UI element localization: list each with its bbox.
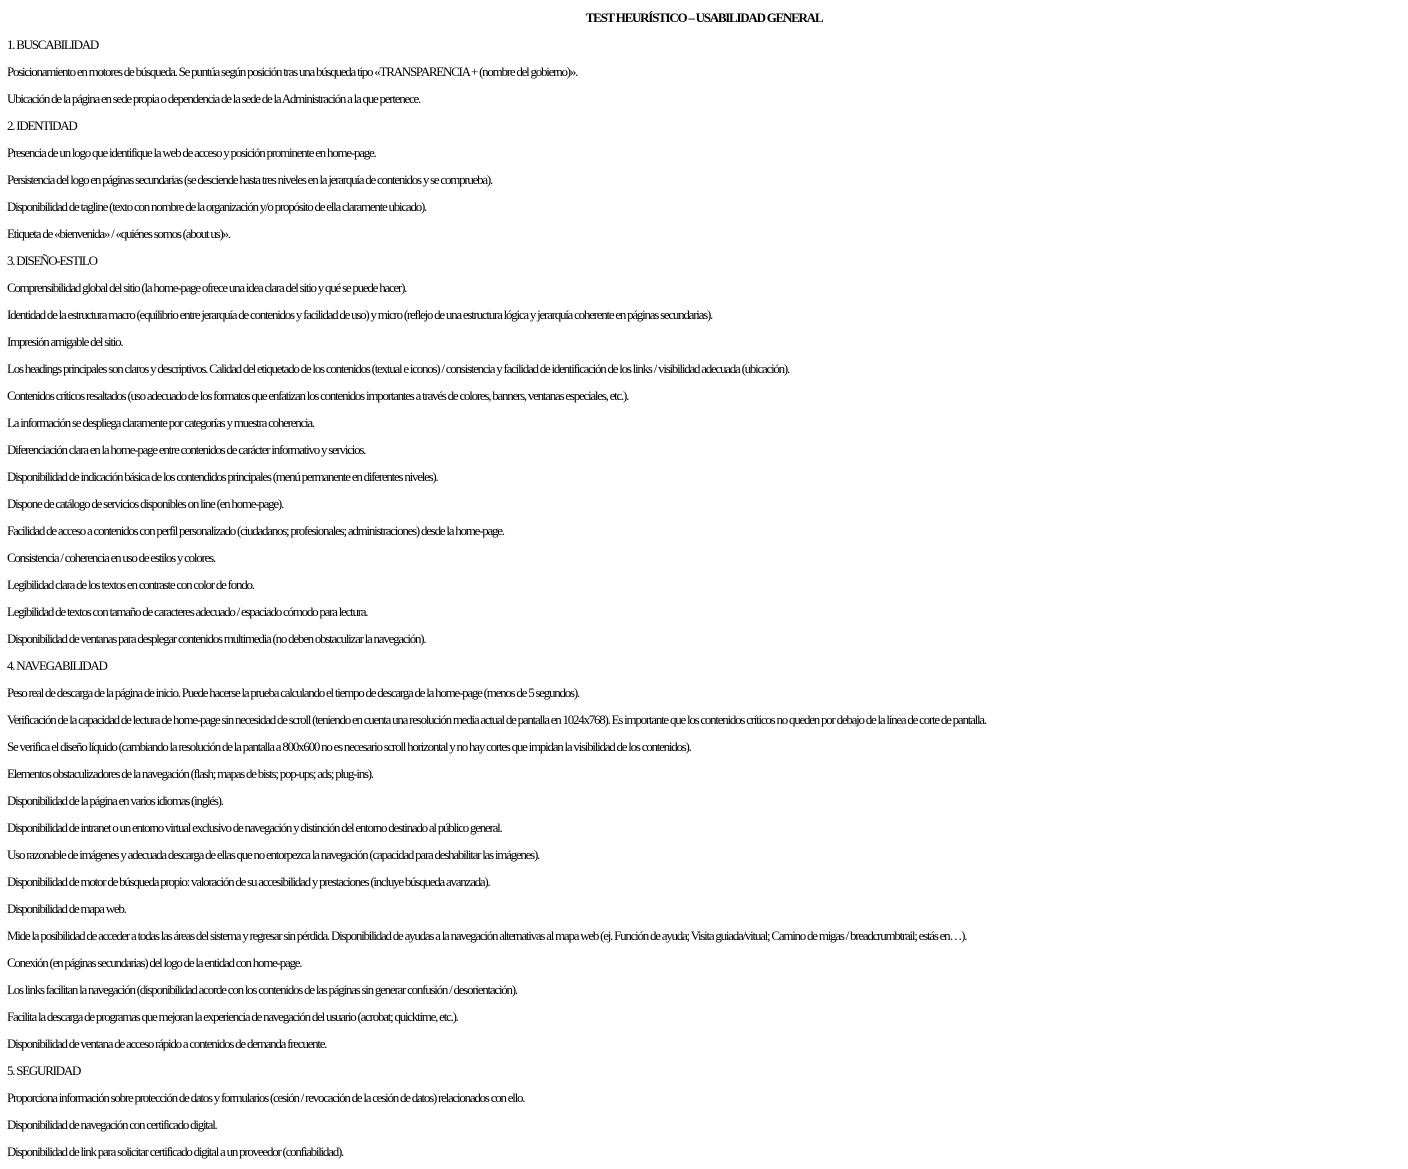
criterion-item: Los links facilitan la navegación (disponibilidad acorde con los contenidos de las páginas sin generar confusión / desorientación). <box>7 982 517 997</box>
criterion-item: Etiqueta de «bienvenida» / «quiénes somos (about us)». <box>7 226 230 241</box>
criterion-item: Dispone de catálogo de servicios disponibles on line (en home-page). <box>7 496 284 511</box>
criterion-item: Legibilidad clara de los textos en contraste con color de fondo. <box>7 577 254 592</box>
section-heading-seguridad: 5. SEGURIDAD <box>7 1063 81 1078</box>
criterion-item: Proporciona información sobre protección de datos y formularios (cesión / revocación de la cesión de datos) relacionados con ello. <box>7 1090 525 1105</box>
criterion-item: Ubicación de la página en sede propia o dependencia de la sede de la Administración a la que pertenece. <box>7 91 421 106</box>
criterion-item: Verificación de la capacidad de lectura de home-page sin necesidad de scroll (teniendo en cuenta una resolución media actual de pantalla en 1024x768). Es importante que los contenidos críticos no queden por debajo de la línea de corte de pantalla. <box>7 712 986 727</box>
criterion-item: Diferenciación clara en la home-page entre contenidos de carácter informativo y servicios. <box>7 442 366 457</box>
criterion-item: Facilidad de acceso a contenidos con perfil personalizado (ciudadanos; profesionales; administraciones) desde la home-page. <box>7 523 504 538</box>
criterion-item: Facilita la descarga de programas que mejoran la experiencia de navegación del usuario (acrobat; quicktime, etc.). <box>7 1009 458 1024</box>
criterion-item: Posicionamiento en motores de búsqueda. Se puntúa según posición tras una búsqueda tipo «TRANSPARENCIA + (nombre del gobierno)». <box>7 64 578 79</box>
criterion-item: Conexión (en páginas secundarias) del logo de la entidad con home-page. <box>7 955 302 970</box>
criterion-item: Elementos obstaculizadores de la navegación (flash; mapas de bists; pop-ups; ads; plug-ins). <box>7 766 373 781</box>
criterion-item: Disponibilidad de intranet o un entorno virtual exclusivo de navegación y distinción del entorno destinado al público general. <box>7 820 502 835</box>
criterion-item: Identidad de la estructura macro (equilibrio entre jerarquía de contenidos y facilidad de uso) y micro (reflejo de una estructura lógica y jerarquía coherente en páginas secundarias). <box>7 307 713 322</box>
criterion-item: Impresión amigable del sitio. <box>7 334 123 349</box>
criterion-item: Disponibilidad de link para solicitar certificado digital a un proveedor (confiabilidad). <box>7 1144 344 1159</box>
section-heading-navegabilidad: 4. NAVEGABILIDAD <box>7 658 107 673</box>
criterion-item: Disponibilidad de mapa web. <box>7 901 126 916</box>
criterion-item: Legibilidad de textos con tamaño de caracteres adecuado / espaciado cómodo para lectura. <box>7 604 368 619</box>
criterion-item: Disponibilidad de motor de búsqueda propio: valoración de su accesibilidad y prestaciones (incluye búsqueda avanzada). <box>7 874 490 889</box>
criterion-item: Disponibilidad de indicación básica de los contendidos principales (menú permanente en diferentes niveles). <box>7 469 438 484</box>
criterion-item: Disponibilidad de la página en varios idiomas (inglés). <box>7 793 223 808</box>
criterion-item: Mide la posibilidad de acceder a todas las áreas del sistema y regresar sin pérdida. Disponibilidad de ayudas a la navegación alternativas al mapa web (ej. Función de ayuda; Visita guiada/vitual; Camino de migas / breadcrumbtrail; estás en…). <box>7 928 967 943</box>
criterion-item: Disponibilidad de navegación con certificado digital. <box>7 1117 217 1132</box>
criterion-item: Uso razonable de imágenes y adecuada descarga de ellas que no entorpezca la navegación (capacidad para deshabilitar las imágenes). <box>7 847 540 862</box>
criterion-item: Presencia de un logo que identifique la web de acceso y posición prominente en home-page. <box>7 145 376 160</box>
criterion-item: Disponibilidad de tagline (texto con nombre de la organización y/o propósito de ella claramente ubicado). <box>7 199 427 214</box>
criterion-item: Comprensibilidad global del sitio (la home-page ofrece una idea clara del sitio y qué se puede hacer). <box>7 280 407 295</box>
document-title: TEST HEURÍSTICO – USABILIDAD GENERAL <box>585 10 823 25</box>
criterion-item: Se verifica el diseño líquido (cambiando la resolución de la pantalla a 800x600 no es necesario scroll horizontal y no hay cortes que impidan la visibilidad de los contenidos). <box>7 739 691 754</box>
criterion-item: Persistencia del logo en páginas secundarias (se desciende hasta tres niveles en la jerarquía de contenidos y se comprueba). <box>7 172 493 187</box>
criterion-item: Disponibilidad de ventana de acceso rápido a contenidos de demanda frecuente. <box>7 1036 327 1051</box>
criterion-item: Los headings principales son claros y descriptivos. Calidad del etiquetado de los contenidos (textual e iconos) / consistencia y facilidad de identificación de los links / visibilidad adecuada (ubicación). <box>7 361 790 376</box>
criterion-item: Disponibilidad de ventanas para desplegar contenidos multimedia (no deben obstaculizar la navegación). <box>7 631 426 646</box>
section-heading-buscabilidad: 1. BUSCABILIDAD <box>7 37 99 52</box>
criterion-item: Contenidos críticos resaltados (uso adecuado de los formatos que enfatizan los contenidos importantes a través de colores, banners, ventanas especiales, etc.). <box>7 388 629 403</box>
section-heading-diseno-estilo: 3. DISEÑO-ESTILO <box>7 253 97 268</box>
criterion-item: Consistencia / coherencia en uso de estilos y colores. <box>7 550 215 565</box>
criterion-item: Peso real de descarga de la página de inicio. Puede hacerse la prueba calculando el tiempo de descarga de la home-page (menos de 5 segundos). <box>7 685 579 700</box>
section-heading-identidad: 2. IDENTIDAD <box>7 118 77 133</box>
criterion-item: La información se despliega claramente por categorías y muestra coherencia. <box>7 415 314 430</box>
